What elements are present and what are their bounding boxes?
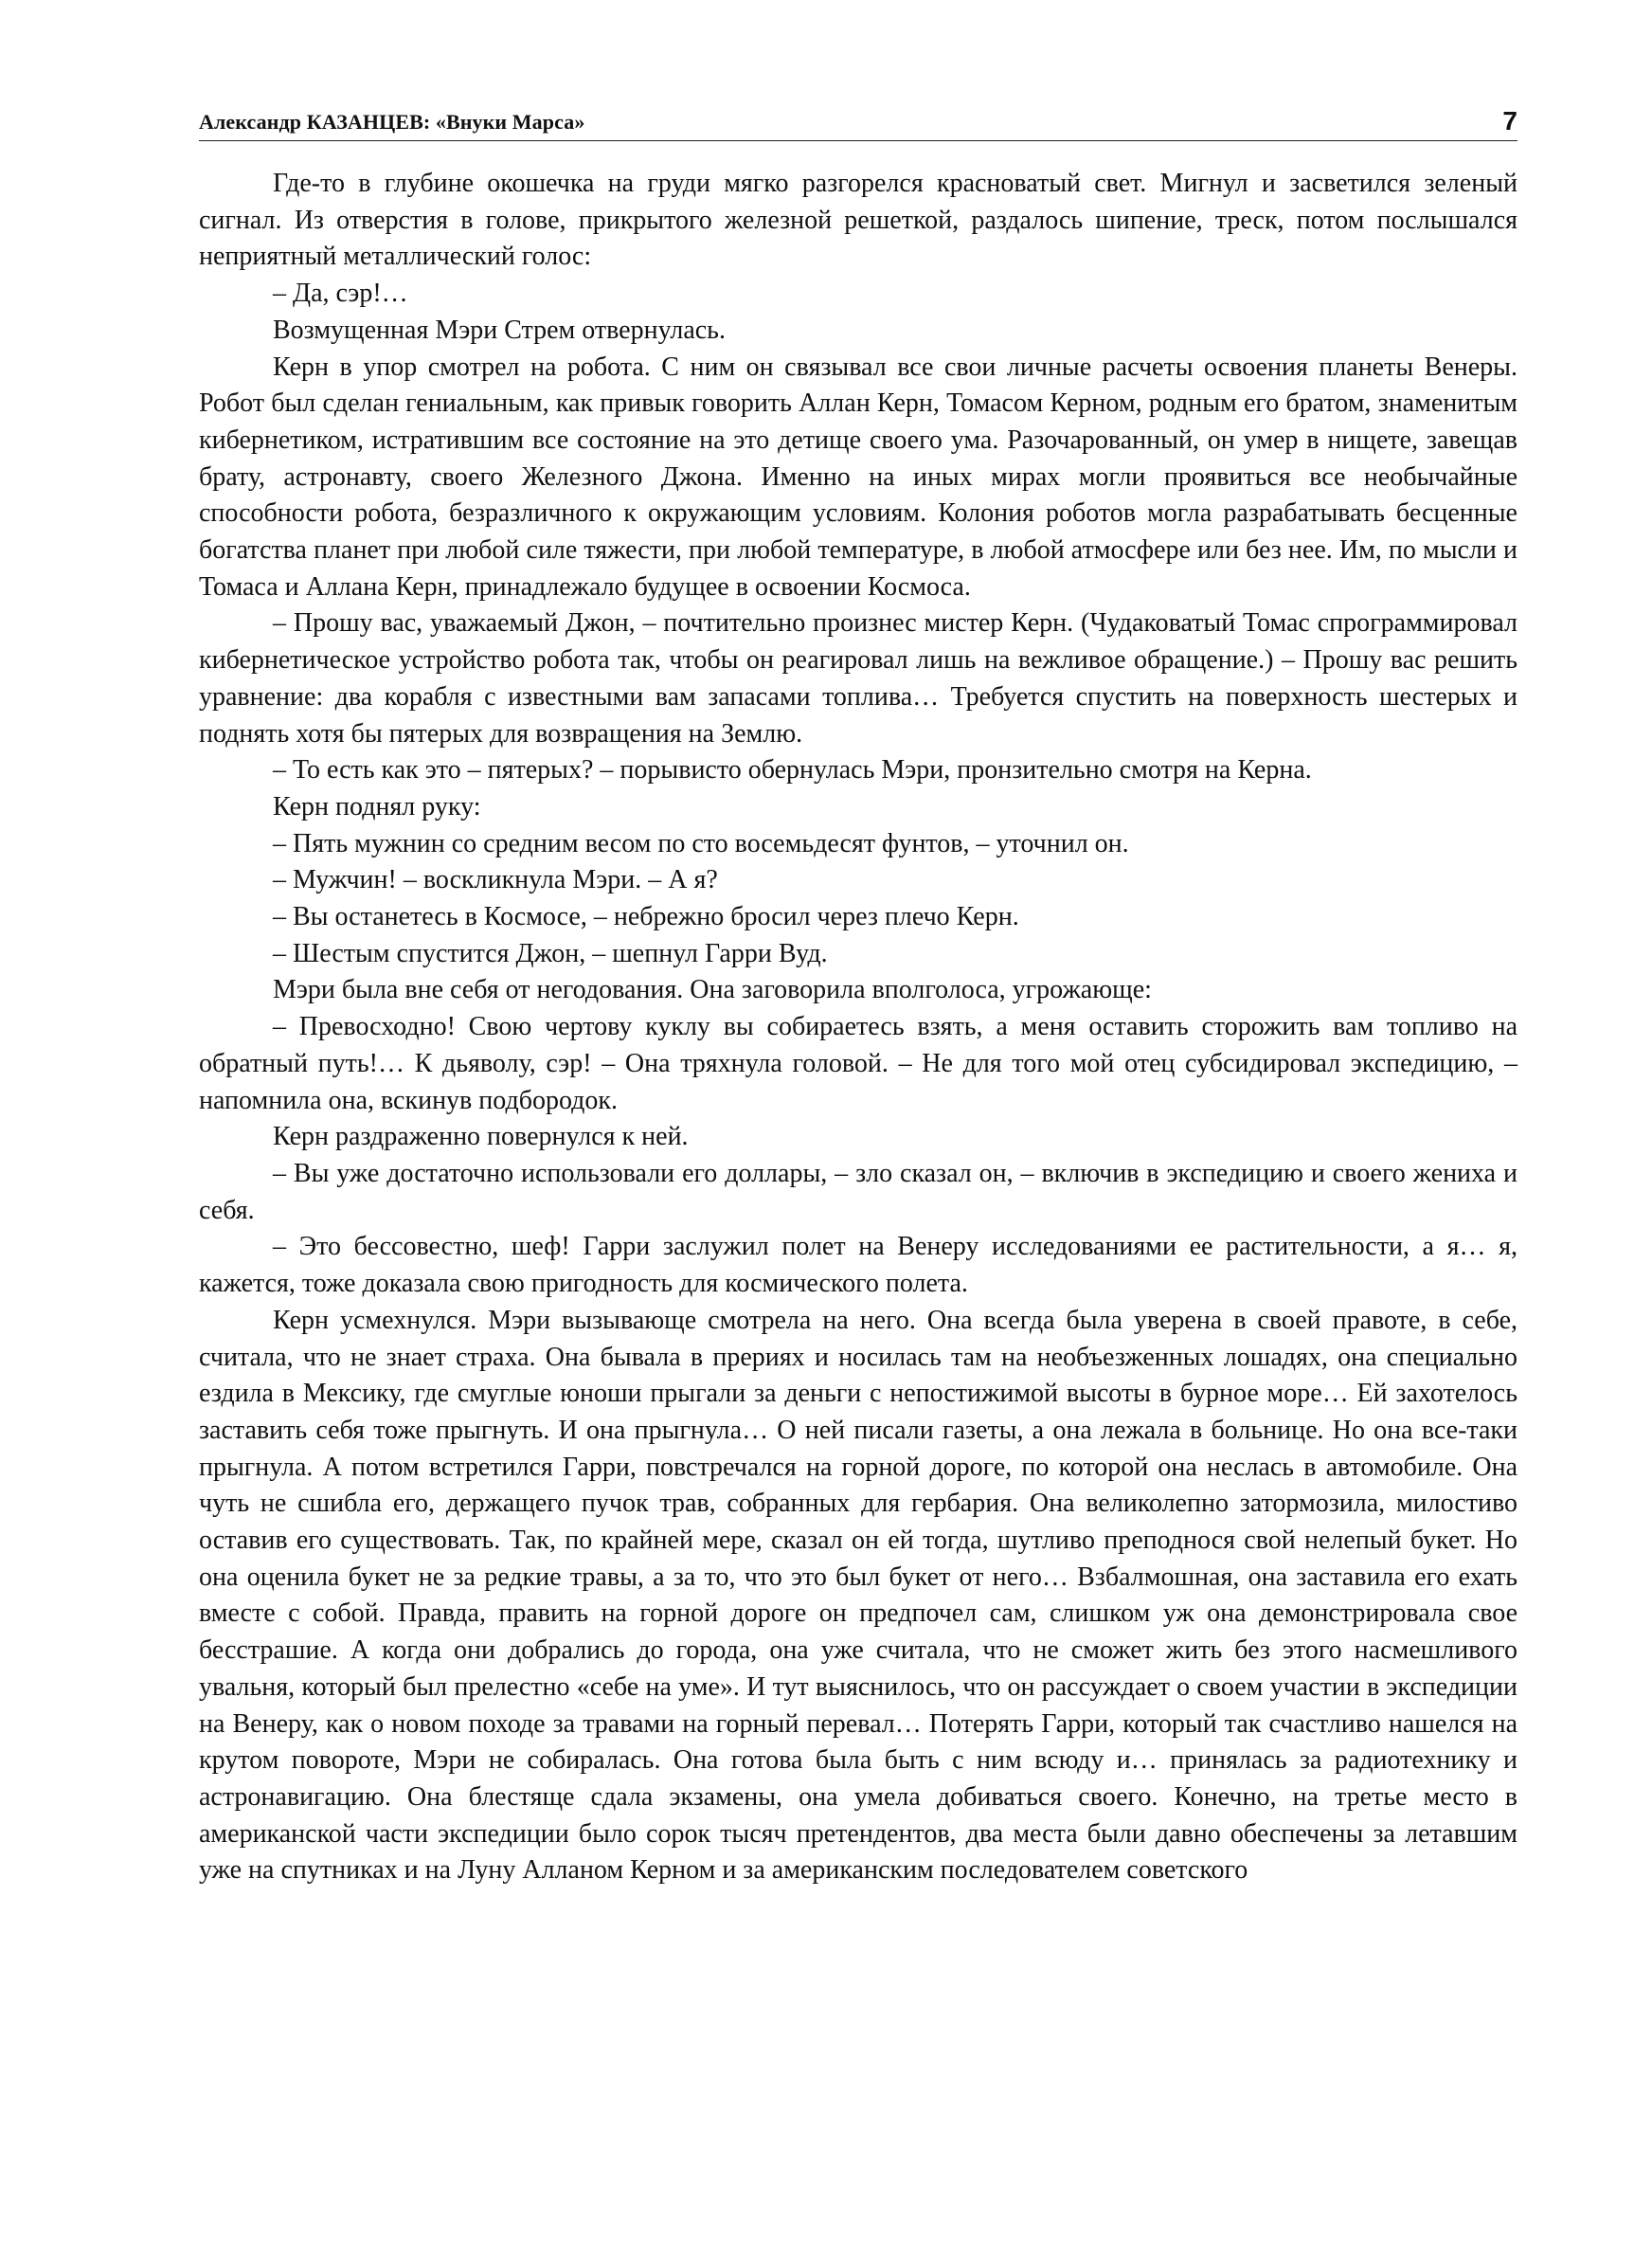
paragraph: Керн в упор смотрел на робота. С ним он связывал все свои личные расчеты освоения планеты Венеры. Робот был сделан гениальным, как привык говорить Аллан Керн, Томасом Керном, родным его братом, знаменитым кибернетиком, истратившим все состояние на это детище своего ума. Разочарованный, он умер в нищете, завещав брату, астронавту, своего Железного Джона. Именно на иных мирах могли проявиться все необычайные способности робота, безразличного к окружающим условиям. Колония роботов могла разрабатывать бесценные богатства планет при любой силе тяжести, при любой температуре, в любой атмосфере или без нее. Им, по мысли и Томаса и Аллана Керн, принадлежало будущее в освоении Космоса. — [199, 352, 1517, 602]
paragraph: – Шестым спустится Джон, – шепнул Гарри Вуд. — [273, 938, 828, 968]
paragraph: Керн раздраженно повернулся к ней. — [273, 1122, 689, 1152]
paragraph: – Мужчин! – воскликнула Мэри. – А я? — [273, 865, 718, 895]
paragraph: – Превосходно! Свою чертову куклу вы собираетесь взять, а меня оставить сторожить вам топливо на обратный путь!… К дьяволу, сэр! – Она тряхнула головой. – Не для того мой отец субсидировал экспедицию, – напомнила она, вскинув подбородок. — [199, 1012, 1517, 1115]
paragraph: Керн усмехнулся. Мэри вызывающе смотрела на него. Она всегда была уверена в своей правоте, в себе, считала, что не знает страха. Она бывала в прериях и носилась там на необъезженных лошадях, она специально ездила в Мексику, где смуглые юноши прыгали за деньги с непостижимой высоты в бурное море… Ей захотелось заставить себя тоже прыгнуть. И она прыгнула… О ней писали газеты, а она лежала в больнице. Но она все-таки прыгнула. А потом встретился Гарри, повстречался на горной дороге, по которой она неслась в автомобиле. Она чуть не сшибла его, держащего пучок трав, собранных для гербария. Она великолепно затормозила, милостиво оставив его существовать. Так, по крайней мере, сказал он ей тогда, шутливо преподнося свой нелепый букет. Но она оценила букет не за редкие травы, а за то, что это был букет от него… Взбалмошная, она заставила его ехать вместе с собой. Правда, править на горной дороге он предпочел сам, слишком уж она демонстрировала свое бесстрашие. А когда они добрались до города, она уже считала, что не сможет жить без этого насмешливого увальня, который был прелестно «себе на уме». И тут выяснилось, что он рассуждает о своем участии в экспедиции на Венеру, как о новом походе за травами на горный перевал… Потерять Гарри, который так счастливо нашелся на крутом повороте, Мэри не собиралась. Она готова была быть с ним всюду и… принялась за радиотехнику и астронавигацию. Она блестяще сдала экзамены, она умела добиваться своего. Конечно, на третье место в американской части экспедиции было сорок тысяч претендентов, два места были давно обеспечены за летавшим уже на спутниках и на Луну Алланом Керном и за американским последователем советского — [199, 1305, 1517, 1886]
paragraph: – Вы останетесь в Космосе, – небрежно бросил через плечо Керн. — [273, 902, 1019, 932]
header-title: Александр КАЗАНЦЕВ: «Внуки Марса» — [199, 110, 585, 134]
paragraph: Мэри была вне себя от негодования. Она заговорила вполголоса, угрожающе: — [273, 975, 1152, 1005]
document-page — [199, 102, 1517, 1889]
body-text — [199, 166, 1517, 1889]
paragraph: – То есть как это – пятерых? – порывисто обернулась Мэри, пронзительно смотря на Керна. — [273, 755, 1312, 785]
paragraph: Возмущенная Мэри Стрем отвернулась. — [273, 315, 726, 345]
paragraph: Керн поднял руку: — [273, 791, 481, 822]
paragraph: – Вы уже достаточно использовали его доллары, – зло сказал он, – включив в экспедицию и своего жениха и себя. — [199, 1158, 1517, 1225]
paragraph: – Да, сэр!… — [273, 279, 408, 309]
paragraph: – Это бессовестно, шеф! Гарри заслужил полет на Венеру исследованиями ее растительности, а я… я, кажется, тоже доказала свою пригодность для космического полета. — [199, 1232, 1517, 1299]
page-number: 7 — [1502, 106, 1517, 135]
paragraph: – Пять мужнин со средним весом по сто восемьдесят фунтов, – уточнил он. — [273, 828, 1129, 858]
paragraph: Где-то в глубине окошечка на груди мягко разгорелся красноватый свет. Мигнул и засветился зеленый сигнал. Из отверстия в голове, прикрытого железной решеткой, раздалось шипение, треск, потом послышался неприятный металлический голос: — [199, 169, 1517, 272]
running-header — [199, 102, 1517, 141]
paragraph: – Прошу вас, уважаемый Джон, – почтительно произнес мистер Керн. (Чудаковатый Томас спрограммировал кибернетическое устройство робота так, чтобы он реагировал лишь на вежливое обращение.) – Прошу вас решить уравнение: два корабля с известными вам запасами топлива… Требуется спустить на поверхность шестерых и поднять хотя бы пятерых для возвращения на Землю. — [199, 608, 1517, 749]
